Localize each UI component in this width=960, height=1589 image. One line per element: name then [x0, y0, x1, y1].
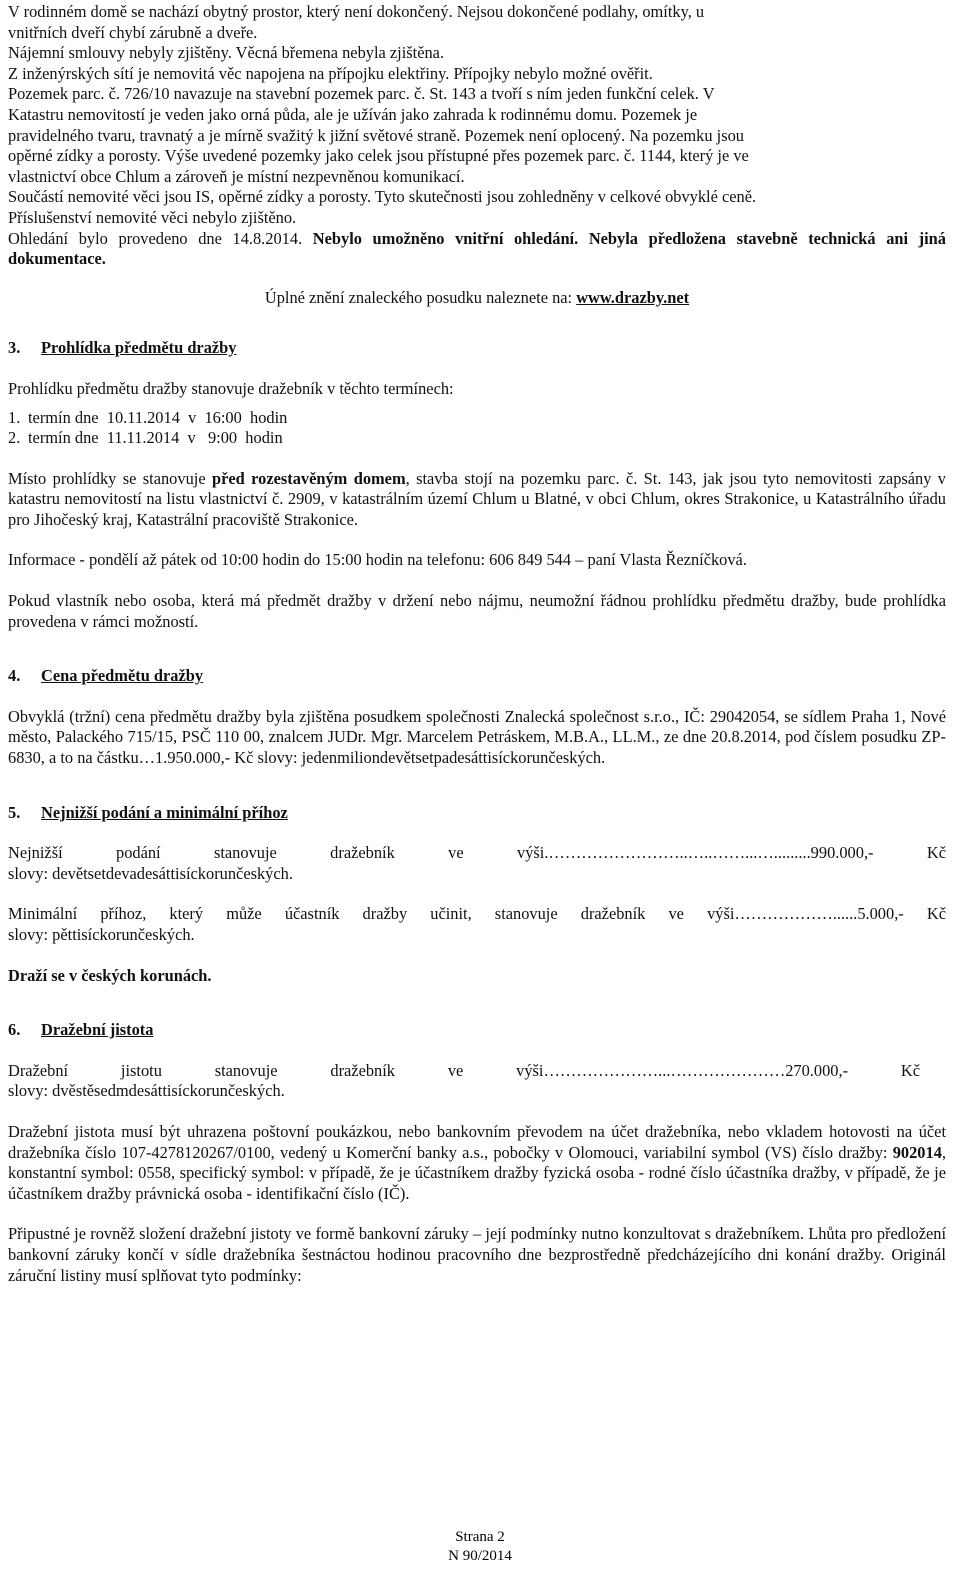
text-line: Z inženýrských sítí je nemovitá věc napojena na přípojku elektřiny. Přípojky nebylo možné ověřit. — [8, 63, 653, 83]
nejnizsi-podani-slovy: slovy: devětsetdevadesáttisíckorunčeských. — [8, 863, 293, 883]
informace-paragraph: Informace - pondělí až pátek od 10:00 hodin do 15:00 hodin na telefonu: 606 849 544 – paní Vlasta Řezníčková. — [8, 550, 747, 570]
posudek-line — [8, 288, 946, 309]
text-line: vnitřních dveří chybí zárubně a dveře. — [8, 22, 258, 42]
section-title: Cena předmětu dražby — [41, 666, 204, 686]
posudek-text: Úplné znění znaleckého posudku naleznete na: — [264, 287, 577, 307]
section-title: Prohlídka předmětu dražby — [41, 338, 237, 358]
section-heading-4 — [8, 666, 946, 687]
prislusenstvi-paragraph: Příslušenství nemovité věci nebylo zjištěno. — [8, 207, 297, 227]
drazby-link[interactable]: www.drazby.net — [576, 287, 690, 307]
misto-text: Místo prohlídky se stanovuje — [8, 468, 212, 488]
misto-text-rest: , stavba stojí na pozemku parc. č. St. 143, jak jsou tyto nemovitosti zapsány v katastru nemovitostí na listu vlastnictví č. 2909, v katastrálním území Chlum u Blatné, v obci Chlum, okres Strakonice, u Katastrálního úřadu pro Jihočeský kraj, Katastrální pracoviště Strakonice. — [8, 468, 947, 529]
section-number: 6. — [8, 1020, 21, 1040]
ohledani-note: Nebylo umožněno vnitřní ohledání. Nebyla předložena stavebně technická ani jiná dokumentace. — [8, 228, 946, 269]
page-number: Strana 2 — [455, 1529, 505, 1545]
section-title: Dražební jistota — [41, 1020, 154, 1040]
minimalni-prihoz-line: Minimální příhoz, který může účastník dražby učinit, stanovuje dražebník ve výši………………......5.000,- Kč — [8, 904, 946, 924]
page-footer — [0, 1528, 960, 1566]
misto-paragraph — [8, 469, 946, 531]
jistota-line: Dražební jistotu stanovuje dražebník ve výši…………………...…………………270.000,- Kč — [8, 1060, 920, 1080]
ohledani-date-text: Ohledání bylo provedeno dne 14.8.2014. — [8, 228, 313, 248]
nejnizsi-podani-line: Nejnižší podání stanovuje dražebník ve výši.……………………..…..……...….........990.000,- Kč — [8, 843, 946, 863]
soucasti-paragraph: Součástí nemovité věci jsou IS, opěrné zídky a porosty. Tyto skutečnosti jsou zohledněny v celkové obvyklé ceně. — [8, 187, 757, 207]
platba-paragraph — [8, 1122, 946, 1204]
section-heading-3 — [8, 338, 946, 359]
list-item — [8, 408, 946, 429]
platba-text-rest: , konstantní symbol: 0558, specifický symbol: v případě, že je účastníkem dražby fyzická osoba - rodné číslo účastníka dražby, v případě, že je účastníkem dražby právnická osoba - identifikační číslo (IČ). — [8, 1142, 946, 1203]
property-description — [8, 2, 946, 187]
list-number: 2. — [8, 428, 21, 448]
misto-place: před rozestavěným domem — [211, 468, 406, 488]
minimalni-prihoz-slovy: slovy: pěttisíckorunčeských. — [8, 925, 195, 944]
zaruka-paragraph: Připustné je rovněž složení dražební jistoty ve formě bankovní záruky – její podmínky nutno konzultovat s dražebníkem. Lhůta pro předložení bankovní záruky končí v sídle dražebníka šestnáctou hodinou pracovního dne bezprostředně předcházejícího dni konání dražby. Originál záruční listiny musí splňovat tyto podmínky: — [8, 1224, 946, 1285]
text-line: Katastru nemovitostí je veden jako orná půda, ale je užíván jako zahrada k rodinnému domu. Pozemek je — [8, 104, 698, 124]
section-number: 4. — [8, 666, 21, 686]
prohlidka-intro: Prohlídku předmětu dražby stanovuje dražebník v těchto termínech: — [8, 378, 454, 398]
platba-text: Dražební jistota musí být uhrazena poštovní poukázkou, nebo bankovním převodem na účet dražebníka, nebo vkladem hotovosti na účet dražebníka číslo 107-4278120267/0100, vedený u Komerční banky a.s., pobočky v Olomouci, variabilní symbol (VS) číslo dražby: — [8, 1121, 946, 1162]
section-number: 5. — [8, 802, 21, 822]
list-number: 1. — [8, 407, 21, 427]
text-line: opěrné zídky a porosty. Výše uvedené pozemky jako celek jsou přístupné přes pozemek parc. č. 1144, který je ve — [8, 146, 749, 166]
variabilni-symbol: 902014 — [892, 1142, 942, 1162]
list-item — [8, 428, 946, 449]
text-line: vlastnictví obce Chlum a zároveň je místní nezpevněnou komunikací. — [8, 166, 465, 186]
case-reference: N 90/2014 — [448, 1548, 512, 1564]
section-heading-6 — [8, 1020, 946, 1041]
text-line: Nájemní smlouvy nebyly zjištěny. Věcná břemena nebyla zjištěna. — [8, 43, 445, 63]
pokud-paragraph: Pokud vlastník nebo osoba, která má předmět dražby v držení nebo nájmu, neumožní řádnou prohlídku předmětu dražby, bude prohlídka provedena v rámci možností. — [8, 591, 946, 631]
cena-paragraph: Obvyklá (tržní) cena předmětu dražby byla zjištěna posudkem společnosti Znalecká společnost s.r.o., IČ: 29042054, se sídlem Praha 1, Nové město, Palackého 715/15, PSČ 110 00, znalcem JUDr. Mgr. Marcelem Petráskem, M.B.A., LL.M., ze dne 20.8.2014, pod číslem posudku ZP-6830, a to na částku…1.950.000,- Kč slovy: jedenmiliondevětsetpadesáttisíckorunčeských. — [8, 706, 946, 768]
termin-text: termín dne 10.11.2014 v 16:00 hodin — [28, 407, 288, 427]
ohledani-paragraph — [8, 229, 946, 270]
text-line: pravidelného tvaru, travnatý a je mírně svažitý k jižní světové straně. Pozemek není oplocený. Na pozemku jsou — [8, 125, 744, 145]
section-title: Nejnižší podání a minimální příhoz — [41, 802, 288, 822]
jistota-slovy: slovy: dvěstěsedmdesáttisíckorunčeských. — [8, 1081, 285, 1101]
mena-note: Draží se v českých korunách. — [8, 965, 212, 985]
text-line: V rodinném domě se nachází obytný prostor, který není dokončený. Nejsou dokončené podlahy, omítky, u — [8, 2, 705, 21]
section-heading-5 — [8, 803, 946, 824]
section-number: 3. — [8, 338, 21, 358]
text-line: Pozemek parc. č. 726/10 navazuje na stavební pozemek parc. č. St. 143 a tvoří s ním jeden funkční celek. V — [8, 84, 715, 104]
termin-text: termín dne 11.11.2014 v 9:00 hodin — [28, 428, 283, 448]
termin-list — [8, 408, 946, 449]
